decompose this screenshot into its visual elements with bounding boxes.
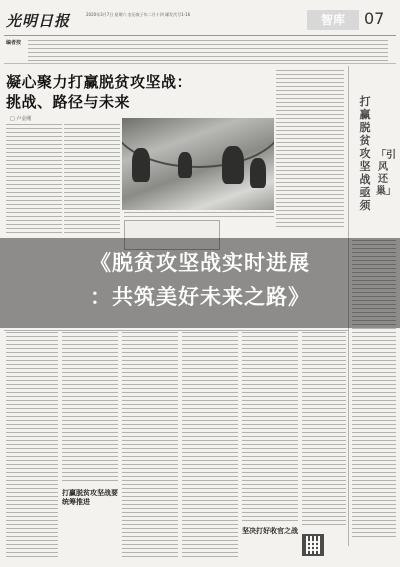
qr-code (302, 534, 324, 556)
dateline: 2020年3月7日 星期六 农历庚子年二月十四 邮发代号1-16 (86, 12, 191, 17)
text-column-lower-6 (302, 332, 346, 528)
sidebar-vertical-subtitle: 「引风还巢」 (376, 150, 396, 197)
banner-title (0, 246, 400, 314)
lower-heading-mid: 坚决打好收官之战 (242, 526, 298, 535)
section-rule (4, 330, 348, 331)
text-column-lower-5 (242, 332, 298, 522)
photo-figure (250, 158, 266, 188)
masthead (4, 4, 396, 36)
photo-figure (178, 152, 192, 178)
article-headline (6, 72, 206, 112)
photo-figure (132, 148, 150, 182)
text-column-lower-2 (62, 332, 118, 482)
section-name: 智库 (307, 10, 359, 30)
editor-note (4, 38, 396, 64)
editor-note-label: 编者按 (6, 40, 22, 46)
editor-note-text (28, 40, 388, 62)
headline-line-2: 挑战、路径与未来 (6, 93, 131, 111)
headline-line-1: 凝心聚力打赢脱贫攻坚战： (6, 73, 193, 91)
text-column-left-2 (64, 124, 120, 236)
banner-title-line-1: 《脱贫攻坚战实时进展 (90, 251, 310, 275)
article-photo (122, 118, 274, 210)
text-column-left (6, 124, 62, 236)
lower-heading-left: 打赢脱贫攻坚战要统筹推进 (62, 488, 118, 506)
text-column-lower-4 (182, 332, 238, 558)
text-column-lower-3 (122, 332, 178, 558)
text-column-mid-right (276, 70, 344, 230)
text-column-lower-1 (6, 332, 58, 558)
newspaper-logo: 光明日报 (6, 12, 71, 30)
sidebar-vertical-title: 打赢脱贫攻坚战亟须 (359, 95, 371, 212)
photo-figure (222, 146, 244, 184)
photo-caption (124, 212, 274, 217)
article-byline: □ 卢金刚 (10, 116, 32, 122)
banner-title-line-2: ：共筑美好未来之路》 (90, 285, 310, 309)
page-number: 07 (364, 9, 385, 28)
